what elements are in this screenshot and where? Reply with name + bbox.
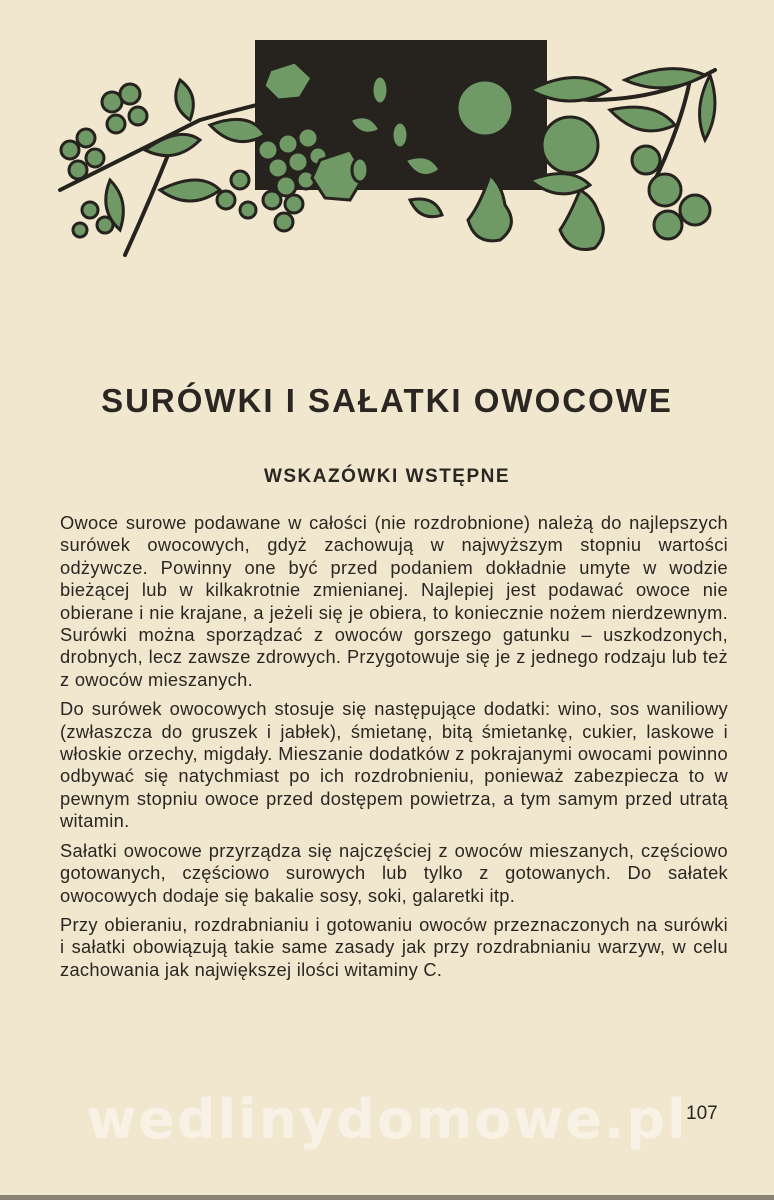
paragraph-3: Sałatki owocowe przyrządza się najczęściej z owoców mieszanych, częściowo gotowanych, częściowo surowych lub tylko z gotowanych. Do sałatek owocowych dodaje się bakalie sosy, soki, galaretki itp. <box>60 839 728 906</box>
currant-cluster <box>61 84 147 237</box>
watermark: wedlinydomowe.pl <box>86 1088 688 1151</box>
section-subtitle: WSKAZÓWKI WSTĘPNE <box>263 466 511 487</box>
page-title: SURÓWKI I SAŁATKI OWOCOWE <box>101 382 673 419</box>
paragraph-4: Przy obieraniu, rozdrabnianiu i gotowaniu owoców przeznaczonych na surówki i sałatki obowiązują takie same zasady jak przy rozdrabnianiu warzyw, w celu zachowania jak największej ilości witaminy C. <box>60 913 728 980</box>
paragraph-2: Do surówek owocowych stosuje się następujące dodatki: wino, sos waniliowy (zwłaszcza do gruszek i jabłek), śmietanę, bitą śmietankę, cukier, laskowe i włoskie orzechy, migdały. Mieszanie dodatków z pokrajanymi owocami powinno odbywać się natychmiast po ich rozdrobnieniu, ponieważ zabezpiecza to w pewnym stopniu owoce przed dostępem powietrza, a tym samym przed utratą witamin. <box>60 698 728 832</box>
body-text <box>60 512 728 988</box>
paragraph-1: Owoce surowe podawane w całości (nie rozdrobnione) należą do najlepszych surówek owocowych, gdyż zachowują w najwyższym stopniu wartości odżywcze. Powinny one być przed podaniem dokładnie umyte w wodzie bieżącej lub w kilkakrotnie zmienianej. Najlepiej jest podawać owoce nie obierane i nie krajane, a jeżeli się je obiera, to koniecznie nożem nierdzewnym. Surówki można sporządzać z owoców gorszego gatunku – uszkodzonych, drobnych, lecz zawsze zdrowych. Przygotowuje się je z jednego rodzaju lub też z owoców mieszanych. <box>60 512 728 690</box>
page-number: 107 <box>686 1103 718 1124</box>
cherries <box>632 146 710 239</box>
scan-edge <box>0 1195 774 1200</box>
fruit-branches-illustration <box>50 40 730 270</box>
